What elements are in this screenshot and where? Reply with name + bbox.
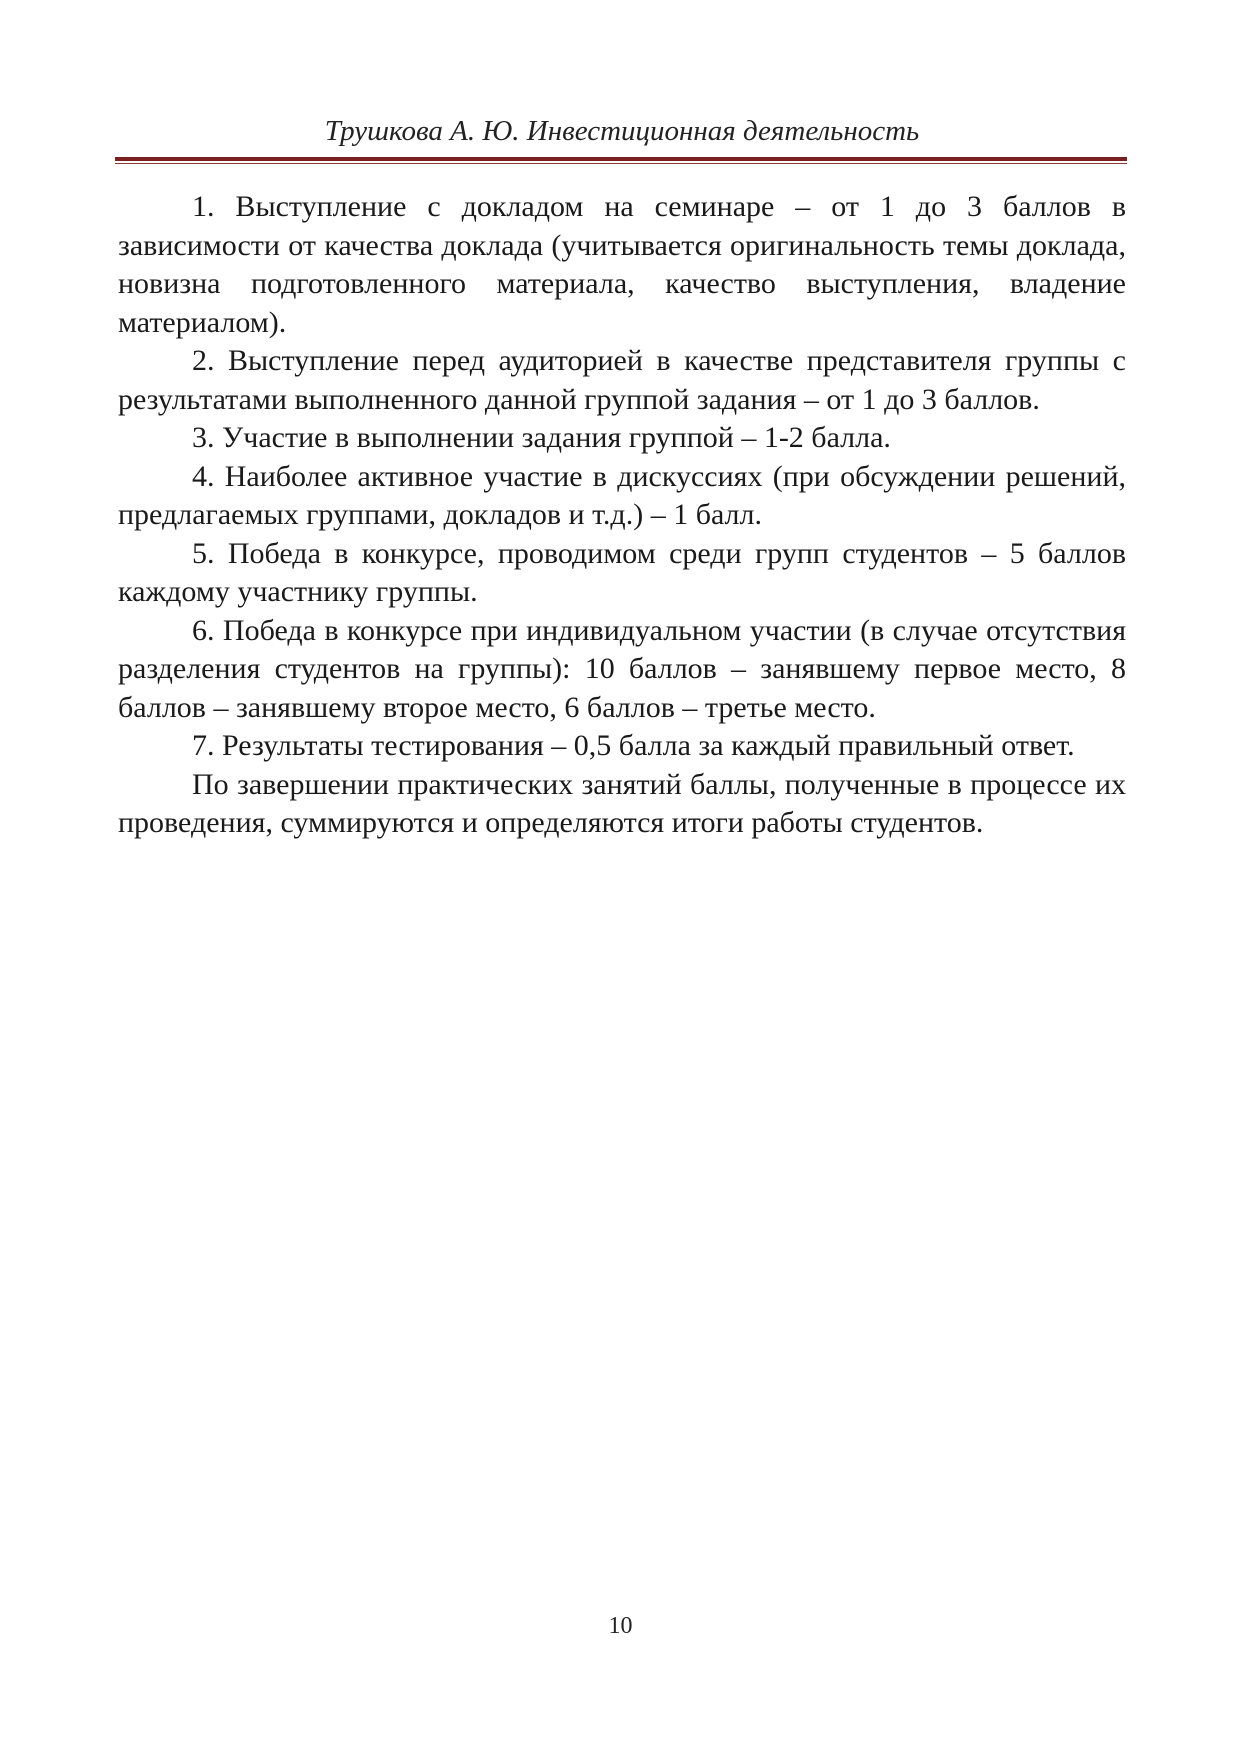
paragraph-item-5: 5. Победа в конкурсе, проводимом среди групп студентов – 5 баллов каждому участнику группы.	[118, 536, 1126, 608]
running-header: Трушкова А. Ю. Инвестиционная деятельность	[324, 115, 920, 147]
page-number: 10	[608, 1613, 633, 1639]
paragraph-item-6: 6. Победа в конкурсе при индивидуальном участии (в случае отсутствия разделения студентов на группы): 10 баллов – занявшему первое место, 8 баллов – занявшему второе место, 6 баллов – третье место.	[118, 613, 1126, 724]
paragraph-conclusion: По завершении практических занятий баллы, полученные в процессе их проведения, суммируются и определяются итоги работы студентов.	[118, 767, 1126, 839]
paragraph-item-4: 4. Наиболее активное участие в дискуссиях (при обсуждении решений, предлагаемых группами, докладов и т.д.) – 1 балл.	[118, 459, 1126, 531]
header-rule-thin	[115, 163, 1127, 164]
paragraph-item-3: 3. Участие в выполнении задания группой – 1-2 балла.	[192, 421, 891, 454]
header-rule-thick	[115, 157, 1127, 161]
body-text	[118, 188, 1126, 843]
header-rule	[115, 157, 1127, 165]
paragraph-item-2: 2. Выступление перед аудиторией в качестве представителя группы с результатами выполненного данной группой задания – от 1 до 3 баллов.	[118, 344, 1126, 416]
paragraph-item-7: 7. Результаты тестирования – 0,5 балла за каждый правильный ответ.	[192, 729, 1075, 762]
paragraph-item-1: 1. Выступление с докладом на семинаре – от 1 до 3 баллов в зависимости от качества доклада (учитывается оригинальность темы доклада, новизна подготовленного материала, качество выступления, владение материалом).	[118, 190, 1126, 339]
